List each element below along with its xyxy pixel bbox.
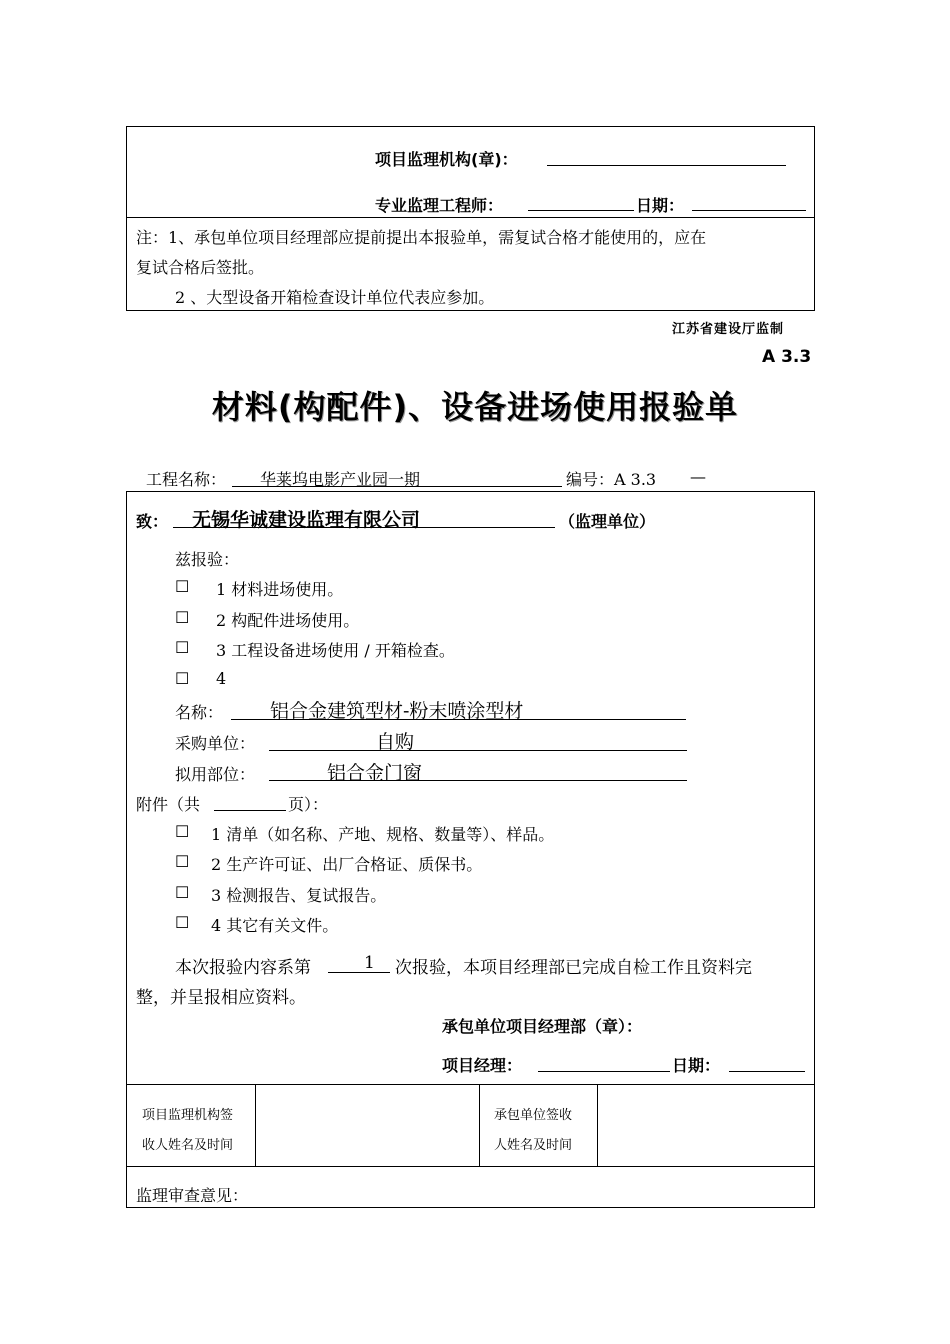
receipt-row-bottom xyxy=(126,1166,815,1167)
location-label: 拟用部位： xyxy=(175,765,256,784)
attach-label-post: 页）： xyxy=(288,795,329,814)
prev-date-label: 日期： xyxy=(636,196,685,215)
prev-date-line[interactable] xyxy=(692,210,806,211)
declaration-pre: 本次报验内容系第 xyxy=(175,958,311,978)
option-2-label: 2 构配件进场使用。 xyxy=(216,611,360,630)
to-value-line[interactable] xyxy=(173,527,555,528)
option-1-checkbox[interactable]: ☐ xyxy=(175,577,190,596)
option-1-label: 1 材料进场使用。 xyxy=(216,580,344,599)
prev-engineer-line[interactable] xyxy=(528,210,634,211)
manager-line[interactable] xyxy=(538,1071,670,1072)
attachment-1-label: 1 清单（如名称、产地、规格、数量等）、样品。 xyxy=(211,825,555,844)
prev-org-seal-line[interactable] xyxy=(547,165,786,166)
manager-date-line[interactable] xyxy=(729,1071,805,1072)
footer-issuer: 江苏省建设厅监制 xyxy=(672,322,785,337)
contractor-receipt-label-1: 承包单位签收 xyxy=(494,1108,573,1123)
prev-note-line1: 注：1、承包单位项目经理部应提前提出本报验单，需复试合格才能使用的，应在 xyxy=(136,228,707,247)
contractor-receipt-field[interactable] xyxy=(598,1085,814,1165)
supervisor-receipt-label-2: 收人姓名及时间 xyxy=(142,1138,234,1153)
option-2-checkbox[interactable]: ☐ xyxy=(175,608,190,627)
name-label: 名称： xyxy=(175,703,224,722)
project-name: 华莱坞电影产业园一期 xyxy=(260,470,421,489)
attachment-4-checkbox[interactable]: ☐ xyxy=(175,913,190,932)
to-label: 致： xyxy=(136,512,169,531)
intro-text: 兹报验： xyxy=(175,550,240,569)
contractor-receipt-label-2: 人姓名及时间 xyxy=(494,1138,573,1153)
location-value-line[interactable] xyxy=(269,780,687,781)
attach-label-pre: 附件（共 xyxy=(136,795,201,814)
review-label: 监理审查意见： xyxy=(136,1186,249,1205)
attachment-3-checkbox[interactable]: ☐ xyxy=(175,883,190,902)
attachment-2-label: 2 生产许可证、出厂合格证、质保书。 xyxy=(211,855,483,874)
prev-note-line2: 复试合格后签批。 xyxy=(136,258,265,277)
review-field[interactable] xyxy=(260,1170,810,1204)
number-suffix: — xyxy=(690,467,706,486)
attachment-3-label: 3 检测报告、复试报告。 xyxy=(211,886,387,905)
form-title: 材料(构配件)、设备进场使用报验单 xyxy=(211,388,739,426)
purchaser-value-line[interactable] xyxy=(269,750,687,751)
prev-note-line3: 2 、大型设备开箱检查设计单位代表应参加。 xyxy=(175,288,495,307)
manager-date-label: 日期： xyxy=(672,1056,721,1075)
attachment-4-label: 4 其它有关文件。 xyxy=(211,916,339,935)
option-3-label: 3 工程设备进场使用 / 开箱检查。 xyxy=(216,641,455,660)
declaration-count-line[interactable] xyxy=(328,972,390,973)
supervisor-receipt-label-1: 项目监理机构签 xyxy=(142,1108,234,1123)
manager-label: 项目经理： xyxy=(442,1056,523,1075)
name-value-line[interactable] xyxy=(231,719,686,720)
form-code: A 3.3 xyxy=(762,347,812,367)
option-4-checkbox[interactable]: ☐ xyxy=(175,669,190,688)
option-4-label: 4 xyxy=(216,669,227,688)
attach-count-line[interactable] xyxy=(214,810,286,811)
number-label: 编号：A 3.3 xyxy=(566,470,657,489)
option-3-checkbox[interactable]: ☐ xyxy=(175,638,190,657)
name-value: 铝合金建筑型材-粉末喷涂型材 xyxy=(270,700,524,722)
contractor-seal-label: 承包单位项目经理部（章）： xyxy=(442,1017,643,1036)
declaration-line2: 整，并呈报相应资料。 xyxy=(136,988,306,1008)
project-name-line[interactable] xyxy=(232,486,562,487)
prev-form-divider xyxy=(126,217,815,218)
attachment-2-checkbox[interactable]: ☐ xyxy=(175,852,190,871)
declaration-count: 1 xyxy=(364,953,375,973)
to-value: 无锡华诚建设监理有限公司 xyxy=(192,509,421,531)
purchaser-label: 采购单位： xyxy=(175,734,256,753)
prev-engineer-label: 专业监理工程师： xyxy=(375,196,504,215)
location-value: 铝合金门窗 xyxy=(327,762,423,784)
declaration-post: 次报验，本项目经理部已完成自检工作且资料完 xyxy=(395,958,752,978)
purchaser-value: 自购 xyxy=(376,731,415,753)
project-label: 工程名称： xyxy=(146,470,227,489)
prev-org-seal-label: 项目监理机构(章)： xyxy=(375,150,518,169)
receipt-col-2 xyxy=(479,1084,480,1166)
supervisor-receipt-field[interactable] xyxy=(256,1085,478,1165)
to-suffix: （监理单位） xyxy=(559,512,656,531)
attachment-1-checkbox[interactable]: ☐ xyxy=(175,822,190,841)
